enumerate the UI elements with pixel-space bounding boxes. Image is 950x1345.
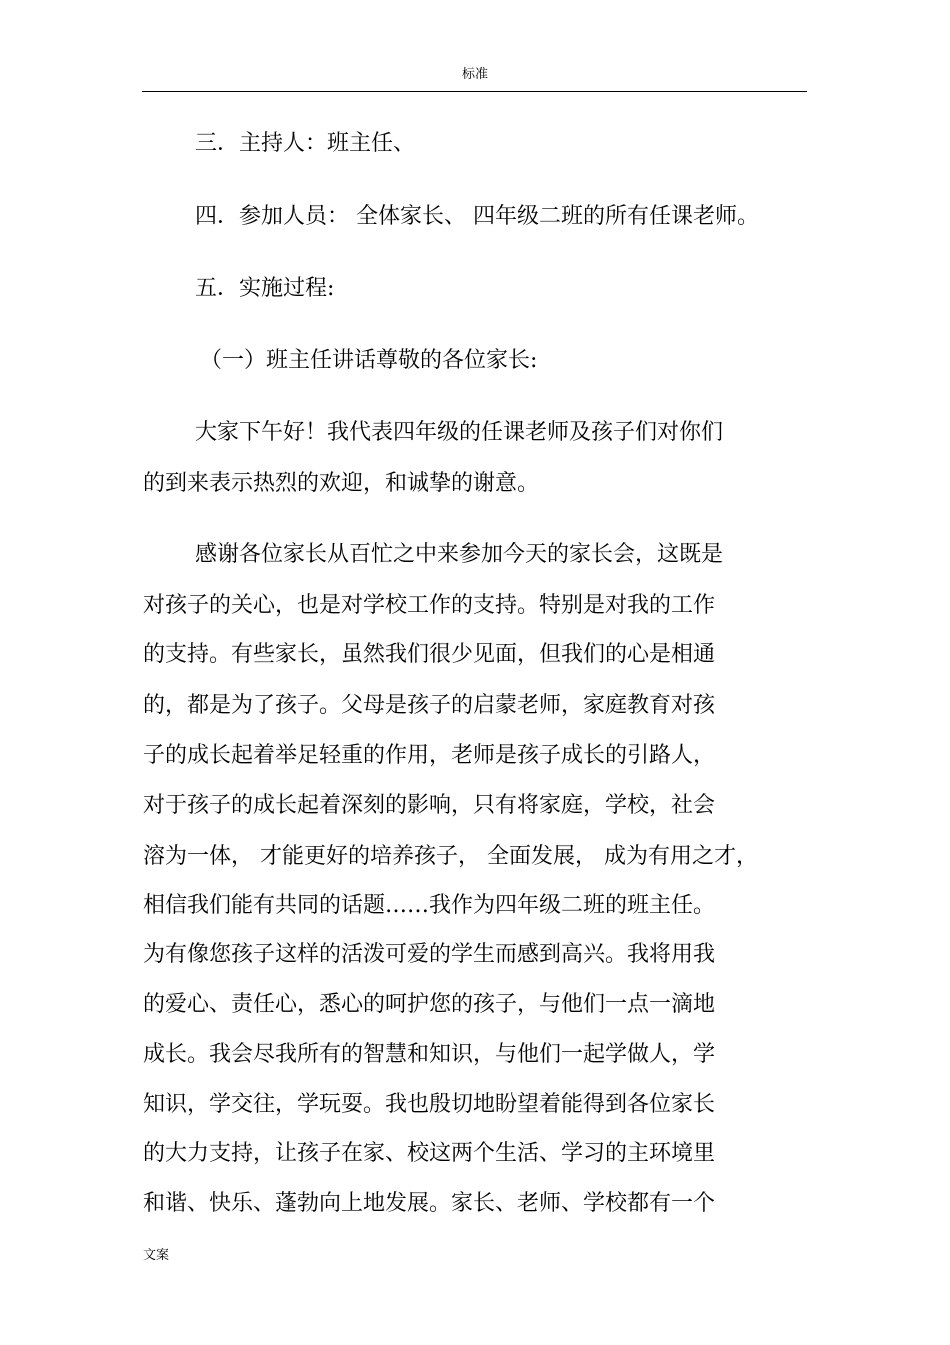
body-text-line: 大家下午好！我代表四年级的任课老师及孩子们对你们 — [195, 420, 724, 445]
section-participants-line: 四．参加人员： 全体家长、 四年级二班的所有任课老师。 — [195, 204, 759, 229]
body-text-line: 的爱心、责任心，悉心的呵护您的孩子，与他们一点一滴地 — [143, 992, 716, 1017]
page-footer: 文案 — [143, 1248, 170, 1263]
body-text-line: 子的成长起着举足轻重的作用，老师是孩子成长的引路人， — [143, 743, 716, 768]
section-process-line: 五．实施过程: — [195, 276, 335, 301]
body-text-line: 对孩子的关心，也是对学校工作的支持。特别是对我的工作 — [143, 593, 716, 618]
body-text-line: 和谐、快乐、蓬勃向上地发展。家长、老师、学校都有一个 — [143, 1191, 716, 1216]
body-text-line: 知识，学交往，学玩耍。我也殷切地盼望着能得到各位家长 — [143, 1092, 716, 1117]
body-text-line: 溶为一体， 才能更好的培养孩子， 全面发展， 成为有用之才， — [143, 844, 758, 869]
subsection-heading-line: （一）班主任讲话尊敬的各位家长: — [200, 348, 538, 373]
header-divider — [142, 91, 807, 92]
page-header: 标准 — [461, 67, 488, 82]
body-text-line: 感谢各位家长从百忙之中来参加今天的家长会，这既是 — [195, 542, 724, 567]
body-text-line: 的，都是为了孩子。父母是孩子的启蒙老师，家庭教育对孩 — [143, 693, 716, 718]
body-text-line: 的大力支持，让孩子在家、校这两个生活、学习的主环境里 — [143, 1141, 716, 1166]
body-text-line: 成长。我会尽我所有的智慧和知识，与他们一起学做人，学 — [143, 1042, 716, 1067]
body-text-line: 的到来表示热烈的欢迎，和诚挚的谢意。 — [143, 471, 540, 496]
body-text-line: 对于孩子的成长起着深刻的影响，只有将家庭，学校，社会 — [143, 793, 716, 818]
body-text-line: 相信我们能有共同的话题……我作为四年级二班的班主任。 — [143, 893, 716, 918]
section-host-line: 三．主持人：班主任、 — [195, 131, 416, 156]
body-text-line: 的支持。有些家长，虽然我们很少见面，但我们的心是相通 — [143, 642, 716, 667]
body-text-line: 为有像您孩子这样的活泼可爱的学生而感到高兴。我将用我 — [143, 942, 716, 967]
